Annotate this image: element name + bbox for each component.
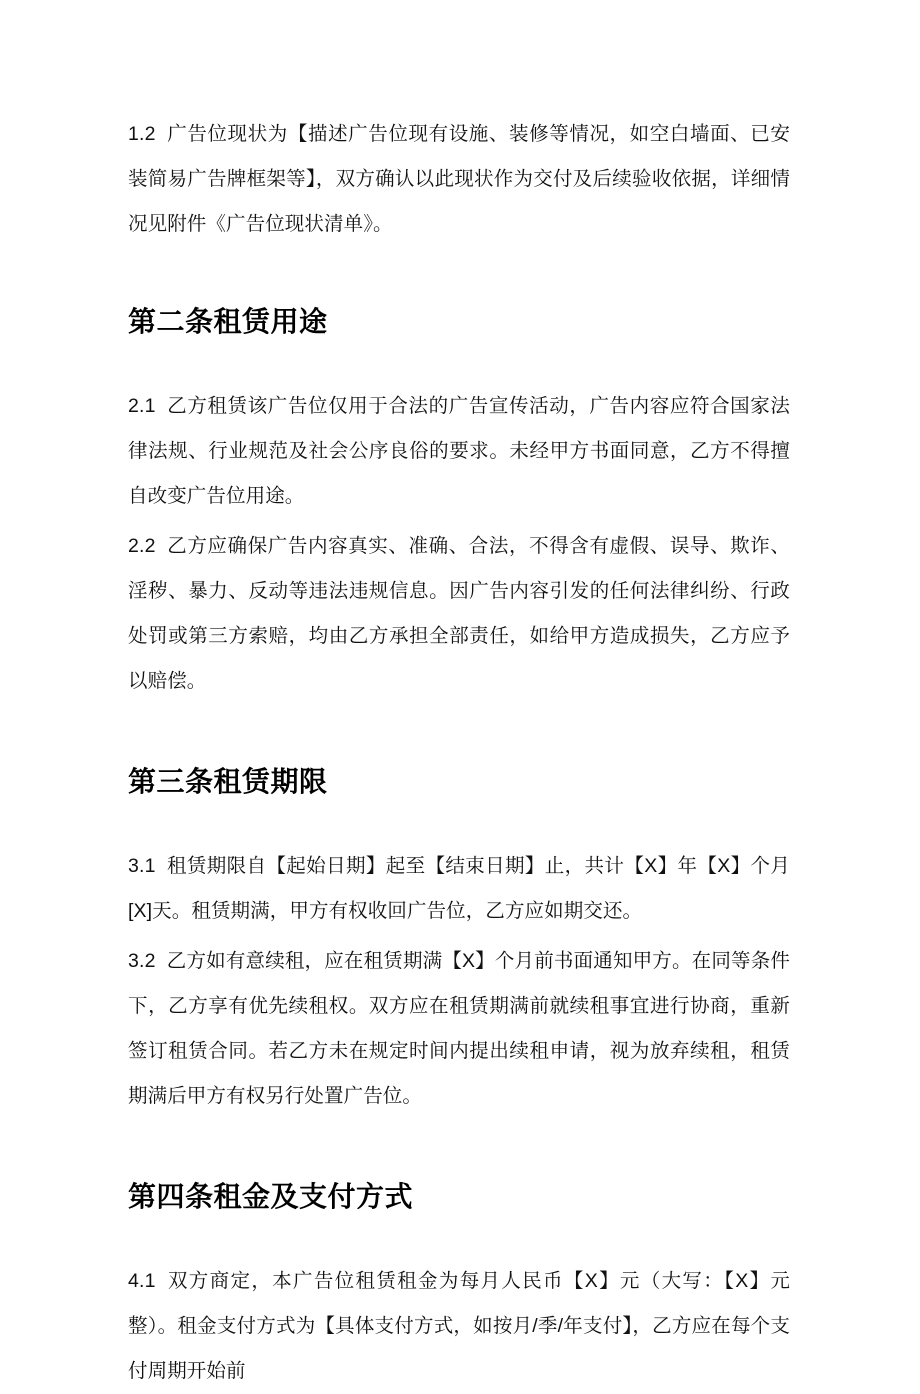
document-body xyxy=(128,0,790,1394)
spacer-after-heading-4 xyxy=(128,1217,790,1259)
clause-text-4-1: 双方商定，本广告位租赁租金为每月人民币【X】元（大写：【X】元整）。租金支付方式为【具体支付方式，如按月/季/年支付】，乙方应在每个支付周期开始前 xyxy=(128,1270,790,1382)
clause-paragraph-3-1 xyxy=(128,844,790,934)
clause-number-2-2: 2.2 xyxy=(128,535,156,557)
clause-paragraph-4-1 xyxy=(128,1259,790,1394)
spacer-after-heading-2 xyxy=(128,342,790,384)
spacer-before-heading-2 xyxy=(128,247,790,302)
clause-number-1-2: 1.2 xyxy=(128,123,156,145)
clause-text-2-2: 乙方应确保广告内容真实、准确、合法，不得含有虚假、误导、欺诈、淫秽、暴力、反动等违法违规信息。因广告内容引发的任何法律纠纷、行政处罚或第三方索赔，均由乙方承担全部责任，如给甲方造成损失，乙方应予以赔偿。 xyxy=(128,535,790,692)
spacer-before-heading-3 xyxy=(128,704,790,762)
spacer-before-heading-4 xyxy=(128,1119,790,1177)
clause-paragraph-1-2 xyxy=(128,112,790,247)
clause-paragraph-2-1 xyxy=(128,384,790,519)
clause-text-3-1: 租赁期限自【起始日期】起至【结束日期】止，共计【X】年【X】个月[X]天。租赁期满，甲方有权收回广告位，乙方应如期交还。 xyxy=(128,855,790,922)
clause-number-3-2: 3.2 xyxy=(128,950,156,972)
clause-text-3-2: 乙方如有意续租，应在租赁期满【X】个月前书面通知甲方。在同等条件下，乙方享有优先续租权。双方应在租赁期满前就续租事宜进行协商，重新签订租赁合同。若乙方未在规定时间内提出续租申请，视为放弃续租，租赁期满后甲方有权另行处置广告位。 xyxy=(128,950,790,1107)
clause-paragraph-2-2 xyxy=(128,524,790,704)
heading-clause-2: 第二条租赁用途 xyxy=(128,306,328,337)
heading-clause-4: 第四条租金及支付方式 xyxy=(128,1181,414,1212)
clause-number-3-1: 3.1 xyxy=(128,855,156,877)
heading-clause-3: 第三条租赁期限 xyxy=(128,766,328,797)
clause-text-2-1: 乙方租赁该广告位仅用于合法的广告宣传活动，广告内容应符合国家法律法规、行业规范及社会公序良俗的要求。未经甲方书面同意，乙方不得擅自改变广告位用途。 xyxy=(128,395,790,507)
clause-text-1-2: 广告位现状为【描述广告位现有设施、装修等情况，如空白墙面、已安装简易广告牌框架等】，双方确认以此现状作为交付及后续验收依据，详细情况见附件《广告位现状清单》。 xyxy=(128,123,790,235)
spacer-after-heading-3 xyxy=(128,802,790,844)
clause-number-2-1: 2.1 xyxy=(128,395,156,417)
clause-number-4-1: 4.1 xyxy=(128,1270,156,1292)
clause-paragraph-3-2 xyxy=(128,939,790,1119)
